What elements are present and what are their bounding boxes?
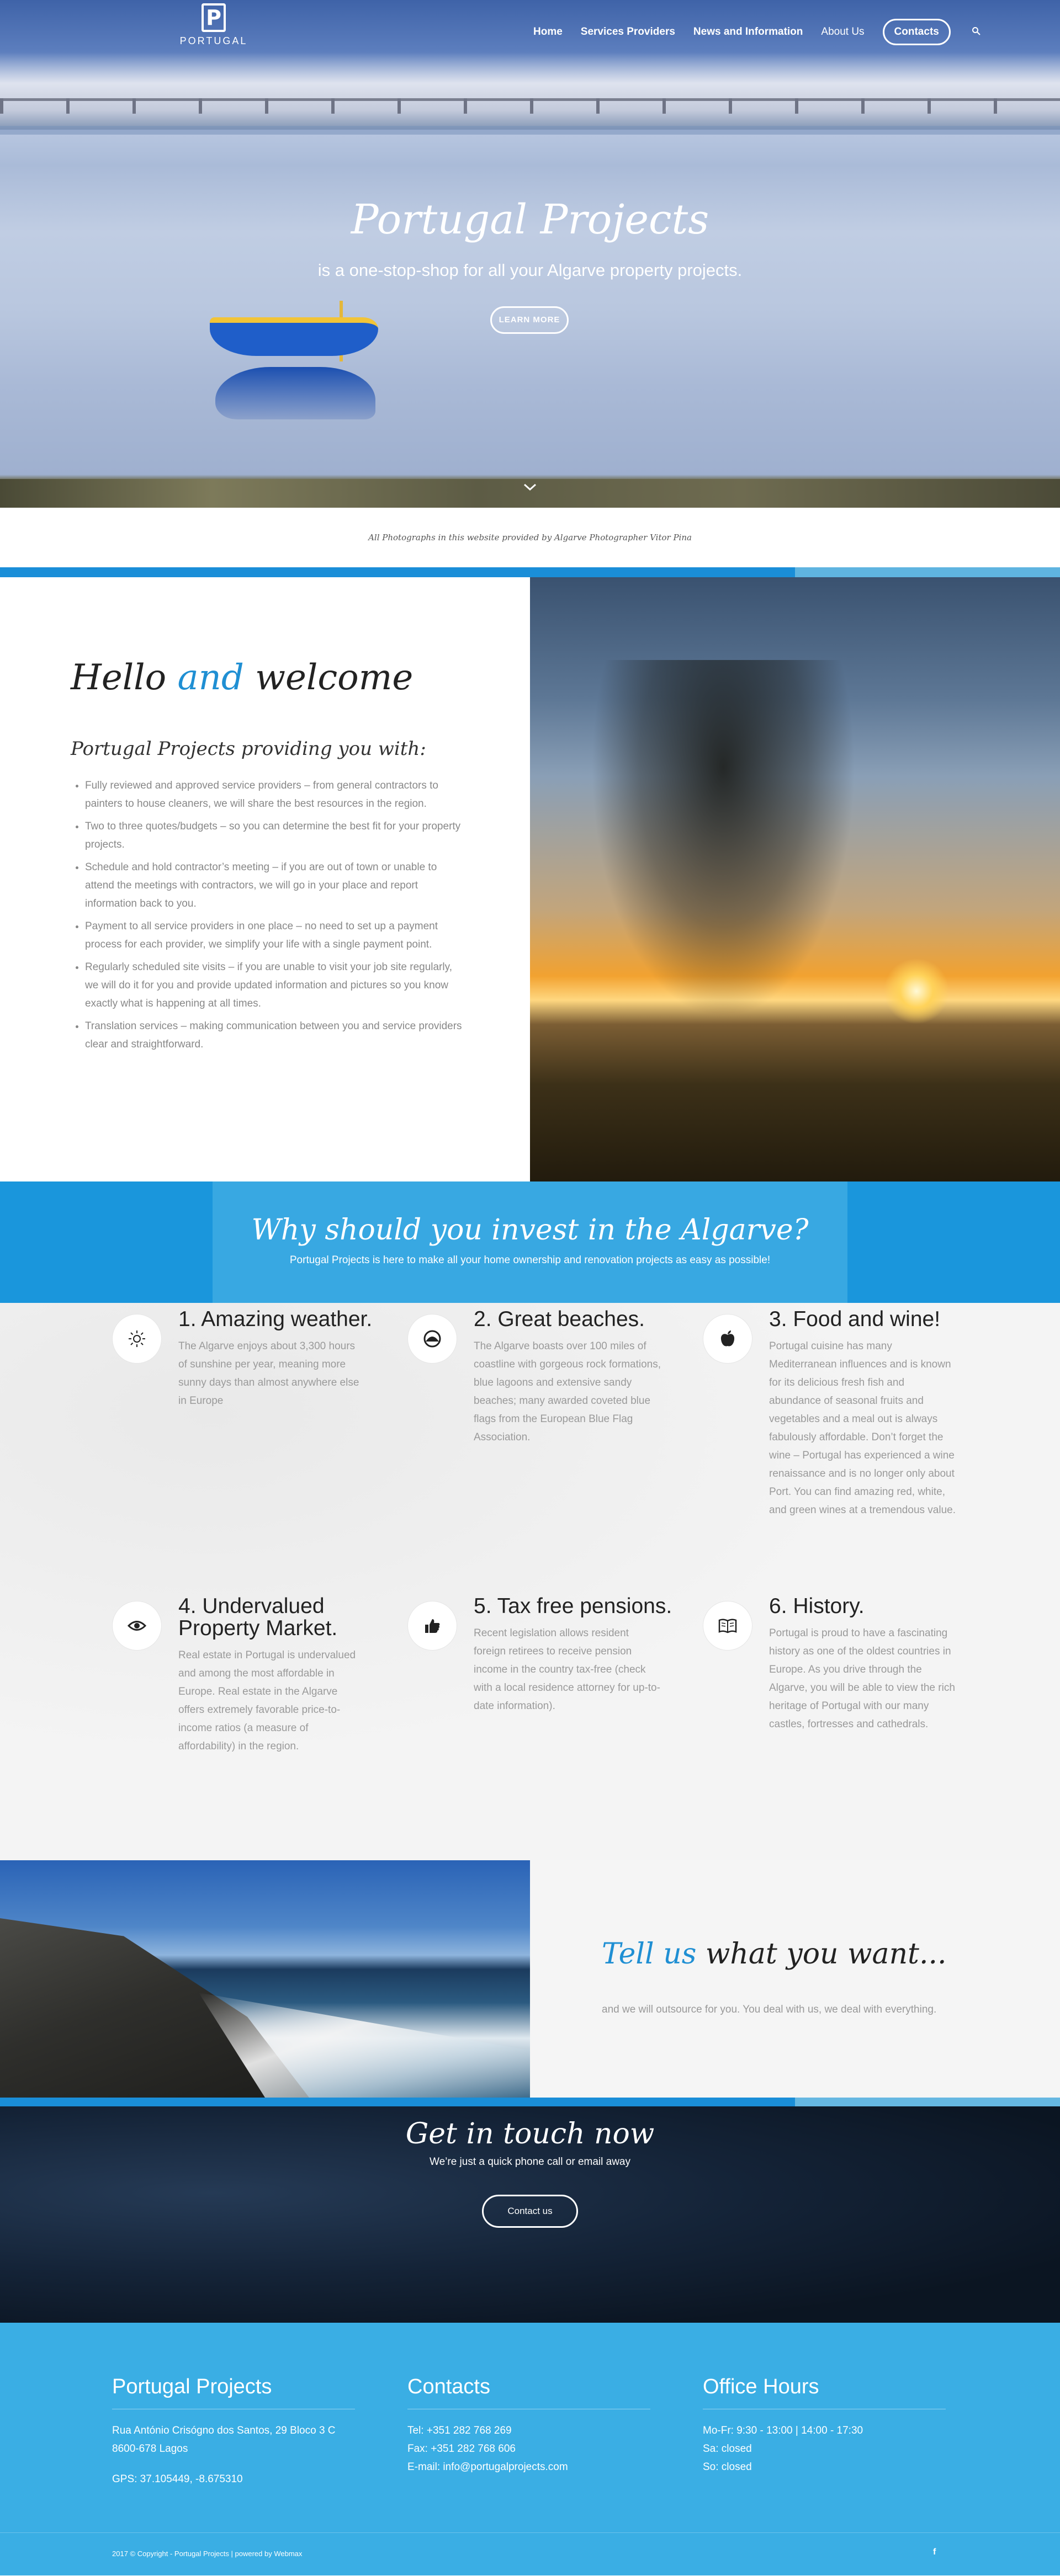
footer-company (112, 2375, 355, 2488)
features-section (0, 1303, 1060, 1860)
sun-icon (112, 1314, 162, 1364)
hero-section (0, 0, 1060, 508)
touch-subtitle: We’re just a quick phone call or email away (430, 2156, 630, 2168)
list-item: • Schedule and hold contractor’s meeting – if you are out of town or unable to attend the meetings with contractors, we will go in your place and report information back to you. (85, 858, 468, 913)
section-divider-stripe (0, 567, 1060, 577)
tell-us-title: Tell us what you want... (602, 1938, 947, 1971)
invest-subtitle: Portugal Projects is here to make all your home ownership and renovation projects as easy as possible! (289, 1254, 771, 1266)
sunset-image (530, 577, 1060, 1181)
invest-title: Why should you invest in the Algarve? (251, 1214, 809, 1247)
hours-sunday: So: closed (703, 2461, 752, 2473)
footer-heading: Portugal Projects (112, 2375, 355, 2409)
footer-heading: Office Hours (703, 2375, 946, 2409)
apple-icon (703, 1314, 752, 1364)
list-item: • Fully reviewed and approved service providers – from general contractors to painters to house cleaners, we will share the best resources in the region. (85, 776, 468, 813)
list-item: • Two to three quotes/budgets – so you can determine the best fit for your property projects. (85, 817, 468, 854)
feature-tax-free (407, 1595, 672, 1715)
fax-number: Fax: +351 282 768 606 (407, 2443, 516, 2455)
get-in-touch-section (0, 2106, 1060, 2323)
nav-menu (533, 19, 981, 45)
main-nav (0, 0, 1060, 61)
tell-us-section (0, 1860, 1060, 2098)
chevron-down-icon[interactable] (523, 477, 537, 495)
feature-title: 1. Amazing weather. (178, 1307, 373, 1331)
feature-title: 2. Great beaches. (474, 1307, 645, 1331)
book-icon (703, 1601, 752, 1651)
photo-credit: All Photographs in this website provided by Algarve Photographer Vitor Pina (368, 533, 692, 542)
feature-title: 6. History. (769, 1594, 865, 1618)
feature-text: Recent legislation allows resident foreign retirees to receive pension income in the country tax-free (check with a local residence attorney for up-to-date information). (474, 1627, 660, 1712)
invest-banner (0, 1181, 1060, 1303)
eye-icon (112, 1601, 162, 1651)
feature-text: Portugal cuisine has many Mediterranean influences and is known for its delicious fresh fish and abundance of seasonal fruits and vegetables and a meal out is always fabulously affordable. Don’t forget the wine – Portugal has experienced a wine renaissance and is no longer only about Port. You can find amazing red, white, and green wines at a tremendous value. (769, 1340, 956, 1516)
search-icon[interactable] (972, 26, 981, 38)
hero-subtitle: is a one-stop-shop for all your Algarve property projects. (317, 260, 743, 280)
feature-food-wine (703, 1308, 968, 1519)
feature-title: 5. Tax free pensions. (474, 1594, 672, 1618)
footer (0, 2323, 1060, 2532)
list-item: • Payment to all service providers in one place – no need to set up a payment process for each provider, we simplify your life with a single payment point. (85, 917, 468, 954)
bridge (0, 98, 1060, 114)
nav-item-news-and-information[interactable]: News and Information (693, 26, 803, 38)
feature-text: The Algarve boasts over 100 miles of coastline with gorgeous rock formations, blue lagoons and extensive sandy beaches; many awarded coveted blue flags from the European Blue Flag Association. (474, 1340, 661, 1443)
feature-beaches (407, 1308, 672, 1446)
tell-us-text: and we will outsource for you. You deal with us, we deal with everything. (602, 2004, 937, 2015)
phone-number[interactable]: Tel: +351 282 768 269 (407, 2425, 512, 2436)
nav-item-home[interactable]: Home (533, 26, 563, 38)
welcome-subtitle: Portugal Projects providing you with: (71, 738, 426, 760)
nav-item-contacts[interactable]: Contacts (883, 19, 951, 45)
welcome-title: Hello and welcome (71, 657, 414, 698)
logo-text: PORTUGAL (179, 35, 248, 46)
beach-icon (407, 1314, 457, 1364)
thumbs-up-icon (407, 1601, 457, 1651)
email-link[interactable]: E-mail: info@portugalprojects.com (407, 2461, 568, 2473)
gps-coordinates: GPS: 37.105449, -8.675310 (112, 2473, 243, 2485)
footer-contacts (407, 2375, 650, 2476)
touch-title: Get in touch now (405, 2117, 655, 2151)
facebook-icon[interactable]: f (933, 2547, 936, 2557)
list-item: • Regularly scheduled site visits – if you are unable to visit your job site regularly, we will do it for you and provide updated information and pictures so you know exactly what is happening at all times. (85, 958, 468, 1013)
copyright-bar (0, 2532, 1060, 2575)
logo-mark: P (202, 3, 226, 32)
logo[interactable] (178, 3, 250, 53)
hours-saturday: Sa: closed (703, 2443, 752, 2455)
feature-property-market (112, 1595, 377, 1755)
address-line: Rua António Crisógno dos Santos, 29 Bloco 3 C (112, 2425, 336, 2436)
feature-title: 3. Food and wine! (769, 1307, 941, 1331)
address-line: 8600-678 Lagos (112, 2443, 188, 2455)
boat-image (210, 301, 378, 367)
footer-office-hours (703, 2375, 946, 2476)
coastline-image (0, 1860, 530, 2098)
feature-title: 4. Undervalued Property Market. (178, 1594, 338, 1640)
feature-text: Portugal is proud to have a fascinating history as one of the oldest countries in Europe. As you drive through the Algarve, you will be able to view the rich heritage of Portugal with our many castles, fortresses and cathedrals. (769, 1627, 955, 1730)
services-list (71, 776, 468, 1053)
feature-history (703, 1595, 968, 1733)
feature-text: Real estate in Portugal is undervalued and among the most affordable in Europe. Real estate in the Algarve offers extremely favorable price-to-income ratios (a measure of affordability) in the region. (178, 1649, 356, 1752)
copyright-text: 2017 © Copyright - Portugal Projects | powered by Webmax (112, 2550, 303, 2558)
contact-us-button[interactable]: Contact us (482, 2195, 578, 2228)
list-item: • Translation services – making communication between you and service providers clear and straightforward. (85, 1017, 468, 1053)
section-divider-stripe (0, 2098, 1060, 2106)
feature-text: The Algarve enjoys about 3,300 hours of sunshine per year, meaning more sunny days than almost anywhere else in Europe (178, 1340, 359, 1407)
learn-more-button[interactable]: LEARN MORE (490, 306, 569, 334)
nav-item-about-us[interactable]: About Us (821, 26, 865, 38)
feature-weather (112, 1308, 377, 1410)
footer-heading: Contacts (407, 2375, 650, 2409)
hours-weekdays: Mo-Fr: 9:30 - 13:00 | 14:00 - 17:30 (703, 2425, 863, 2436)
city-skyline (0, 52, 1060, 130)
hero-title: Portugal Projects (351, 196, 709, 243)
water-reflection (0, 126, 1060, 135)
welcome-section (0, 577, 1060, 1181)
nav-item-services-providers[interactable]: Services Providers (580, 26, 675, 38)
